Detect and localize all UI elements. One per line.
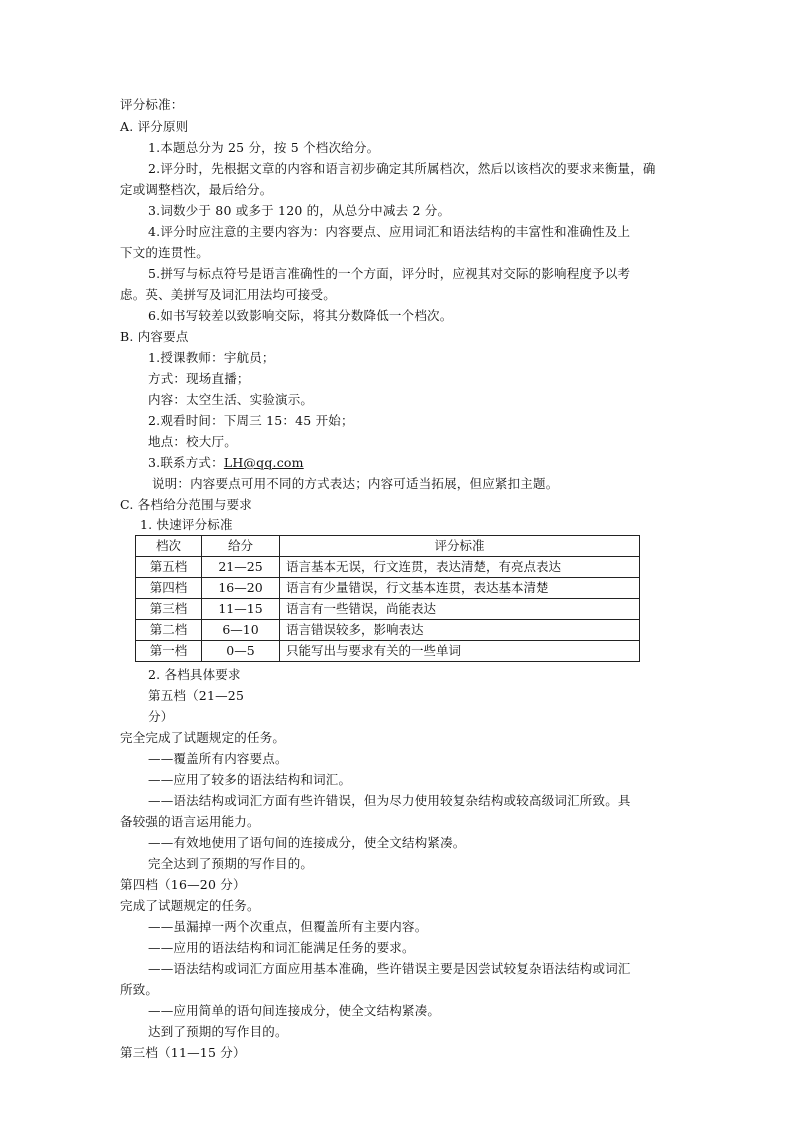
- cell-criteria: 语言有一些错误，尚能表达: [280, 599, 640, 620]
- level4-line-4-cont: 所致。: [120, 982, 159, 997]
- cell-score: 0—5: [202, 641, 280, 662]
- section-c-title: C. 各档给分范围与要求: [120, 497, 252, 512]
- level4-line-6: 达到了预期的写作目的。: [148, 1024, 288, 1039]
- level5-title-a: 第五档（21—25: [148, 688, 245, 703]
- section-a-item-3: 3.词数少于 80 或多于 120 的，从总分中减去 2 分。: [148, 203, 451, 218]
- section-a-item-4-cont: 下文的连贯性。: [120, 245, 209, 260]
- cell-level: 第五档: [136, 557, 202, 578]
- cell-score: 11—15: [202, 599, 280, 620]
- cell-score: 21—25: [202, 557, 280, 578]
- section-b-line-4: 2.观看时间：下周三 15：45 开始；: [148, 413, 354, 428]
- table-row: [136, 620, 640, 641]
- cell-criteria: 语言错误较多，影响表达: [280, 620, 640, 641]
- cell-level: 第一档: [136, 641, 202, 662]
- cell-level: 第四档: [136, 578, 202, 599]
- section-b-title: B. 内容要点: [120, 329, 189, 344]
- level5-line-5: ——有效地使用了语句间的连接成分，使全文结构紧凑。: [148, 835, 466, 850]
- section-a-item-2-cont: 定或调整档次，最后给分。: [120, 182, 273, 197]
- level5-line-4-cont: 备较强的语言运用能力。: [120, 814, 260, 829]
- header-level: 档次: [136, 536, 202, 557]
- section-c-sub2: 2. 各档具体要求: [148, 667, 241, 682]
- header-criteria: 评分标准: [280, 536, 640, 557]
- level4-line-5: ——应用简单的语句间连接成分，使全文结构紧凑。: [148, 1003, 441, 1018]
- cell-criteria: 语言基本无误，行文连贯，表达清楚，有亮点表达: [280, 557, 640, 578]
- section-c-sub1: 1. 快速评分标准: [140, 517, 233, 532]
- section-a-title: A. 评分原则: [120, 119, 189, 134]
- section-b-line-2: 方式：现场直播；: [148, 371, 250, 386]
- level4-title: 第四档（16—20 分）: [120, 877, 246, 892]
- section-a-item-1: 1.本题总分为 25 分，按 5 个档次给分。: [148, 140, 380, 155]
- contact-email-link[interactable]: LH@qq.com: [223, 455, 304, 470]
- table-row: [136, 557, 640, 578]
- table-row: [136, 641, 640, 662]
- level5-line-1: 完全完成了试题规定的任务。: [120, 730, 286, 745]
- section-a-item-4: 4.评分时应注意的主要内容为：内容要点、应用词汇和语法结构的丰富性和准确性及上: [148, 224, 631, 239]
- header-score: 给分: [202, 536, 280, 557]
- section-a-item-6: 6.如书写较差以致影响交际，将其分数降低一个档次。: [148, 308, 453, 323]
- level3-title: 第三档（11—15 分）: [120, 1045, 246, 1060]
- cell-score: 6—10: [202, 620, 280, 641]
- level5-line-2: ——覆盖所有内容要点。: [148, 751, 288, 766]
- level4-line-3: ——应用的语法结构和词汇能满足任务的要求。: [148, 940, 415, 955]
- section-a-item-5: 5.拼写与标点符号是语言准确性的一个方面，评分时，应视其对交际的影响程度予以考: [148, 266, 631, 281]
- level4-line-1: 完成了试题规定的任务。: [120, 898, 260, 913]
- section-b-line-5: 地点：校大厅。: [148, 434, 237, 449]
- section-a-item-5-cont: 虑。英、美拼写及词汇用法均可接受。: [120, 287, 336, 302]
- section-b-note: 说明：内容要点可用不同的方式表达；内容可适当拓展，但应紧扣主题。: [152, 476, 559, 491]
- table-header-row: [136, 536, 640, 557]
- cell-level: 第二档: [136, 620, 202, 641]
- cell-criteria: 语言有少量错误，行文基本连贯，表达基本清楚: [280, 578, 640, 599]
- contact-label: 3.联系方式：: [148, 455, 224, 470]
- level5-line-6: 完全达到了预期的写作目的。: [148, 856, 314, 871]
- cell-criteria: 只能写出与要求有关的一些单词: [280, 641, 640, 662]
- cell-level: 第三档: [136, 599, 202, 620]
- level4-line-4: ——语法结构或词汇方面应用基本准确，些许错误主要是因尝试较复杂语法结构或词汇: [148, 961, 631, 976]
- section-b-line-1: 1.授课教师：宇航员；: [148, 350, 275, 365]
- table-row: [136, 578, 640, 599]
- section-b-contact: [148, 452, 304, 473]
- table-row: [136, 599, 640, 620]
- doc-heading: 评分标准：: [120, 97, 184, 112]
- cell-score: 16—20: [202, 578, 280, 599]
- section-a-item-2: 2.评分时，先根据文章的内容和语言初步确定其所属档次，然后以该档次的要求来衡量，确: [148, 161, 656, 176]
- level5-title-b: 分）: [148, 709, 174, 724]
- scoring-table: [135, 535, 640, 662]
- section-b-line-3: 内容：太空生活、实验演示。: [148, 392, 314, 407]
- level5-line-3: ——应用了较多的语法结构和词汇。: [148, 772, 352, 787]
- level5-line-4: ——语法结构或词汇方面有些许错误，但为尽力使用较复杂结构或较高级词汇所致。具: [148, 793, 631, 808]
- level4-line-2: ——虽漏掉一两个次重点，但覆盖所有主要内容。: [148, 919, 428, 934]
